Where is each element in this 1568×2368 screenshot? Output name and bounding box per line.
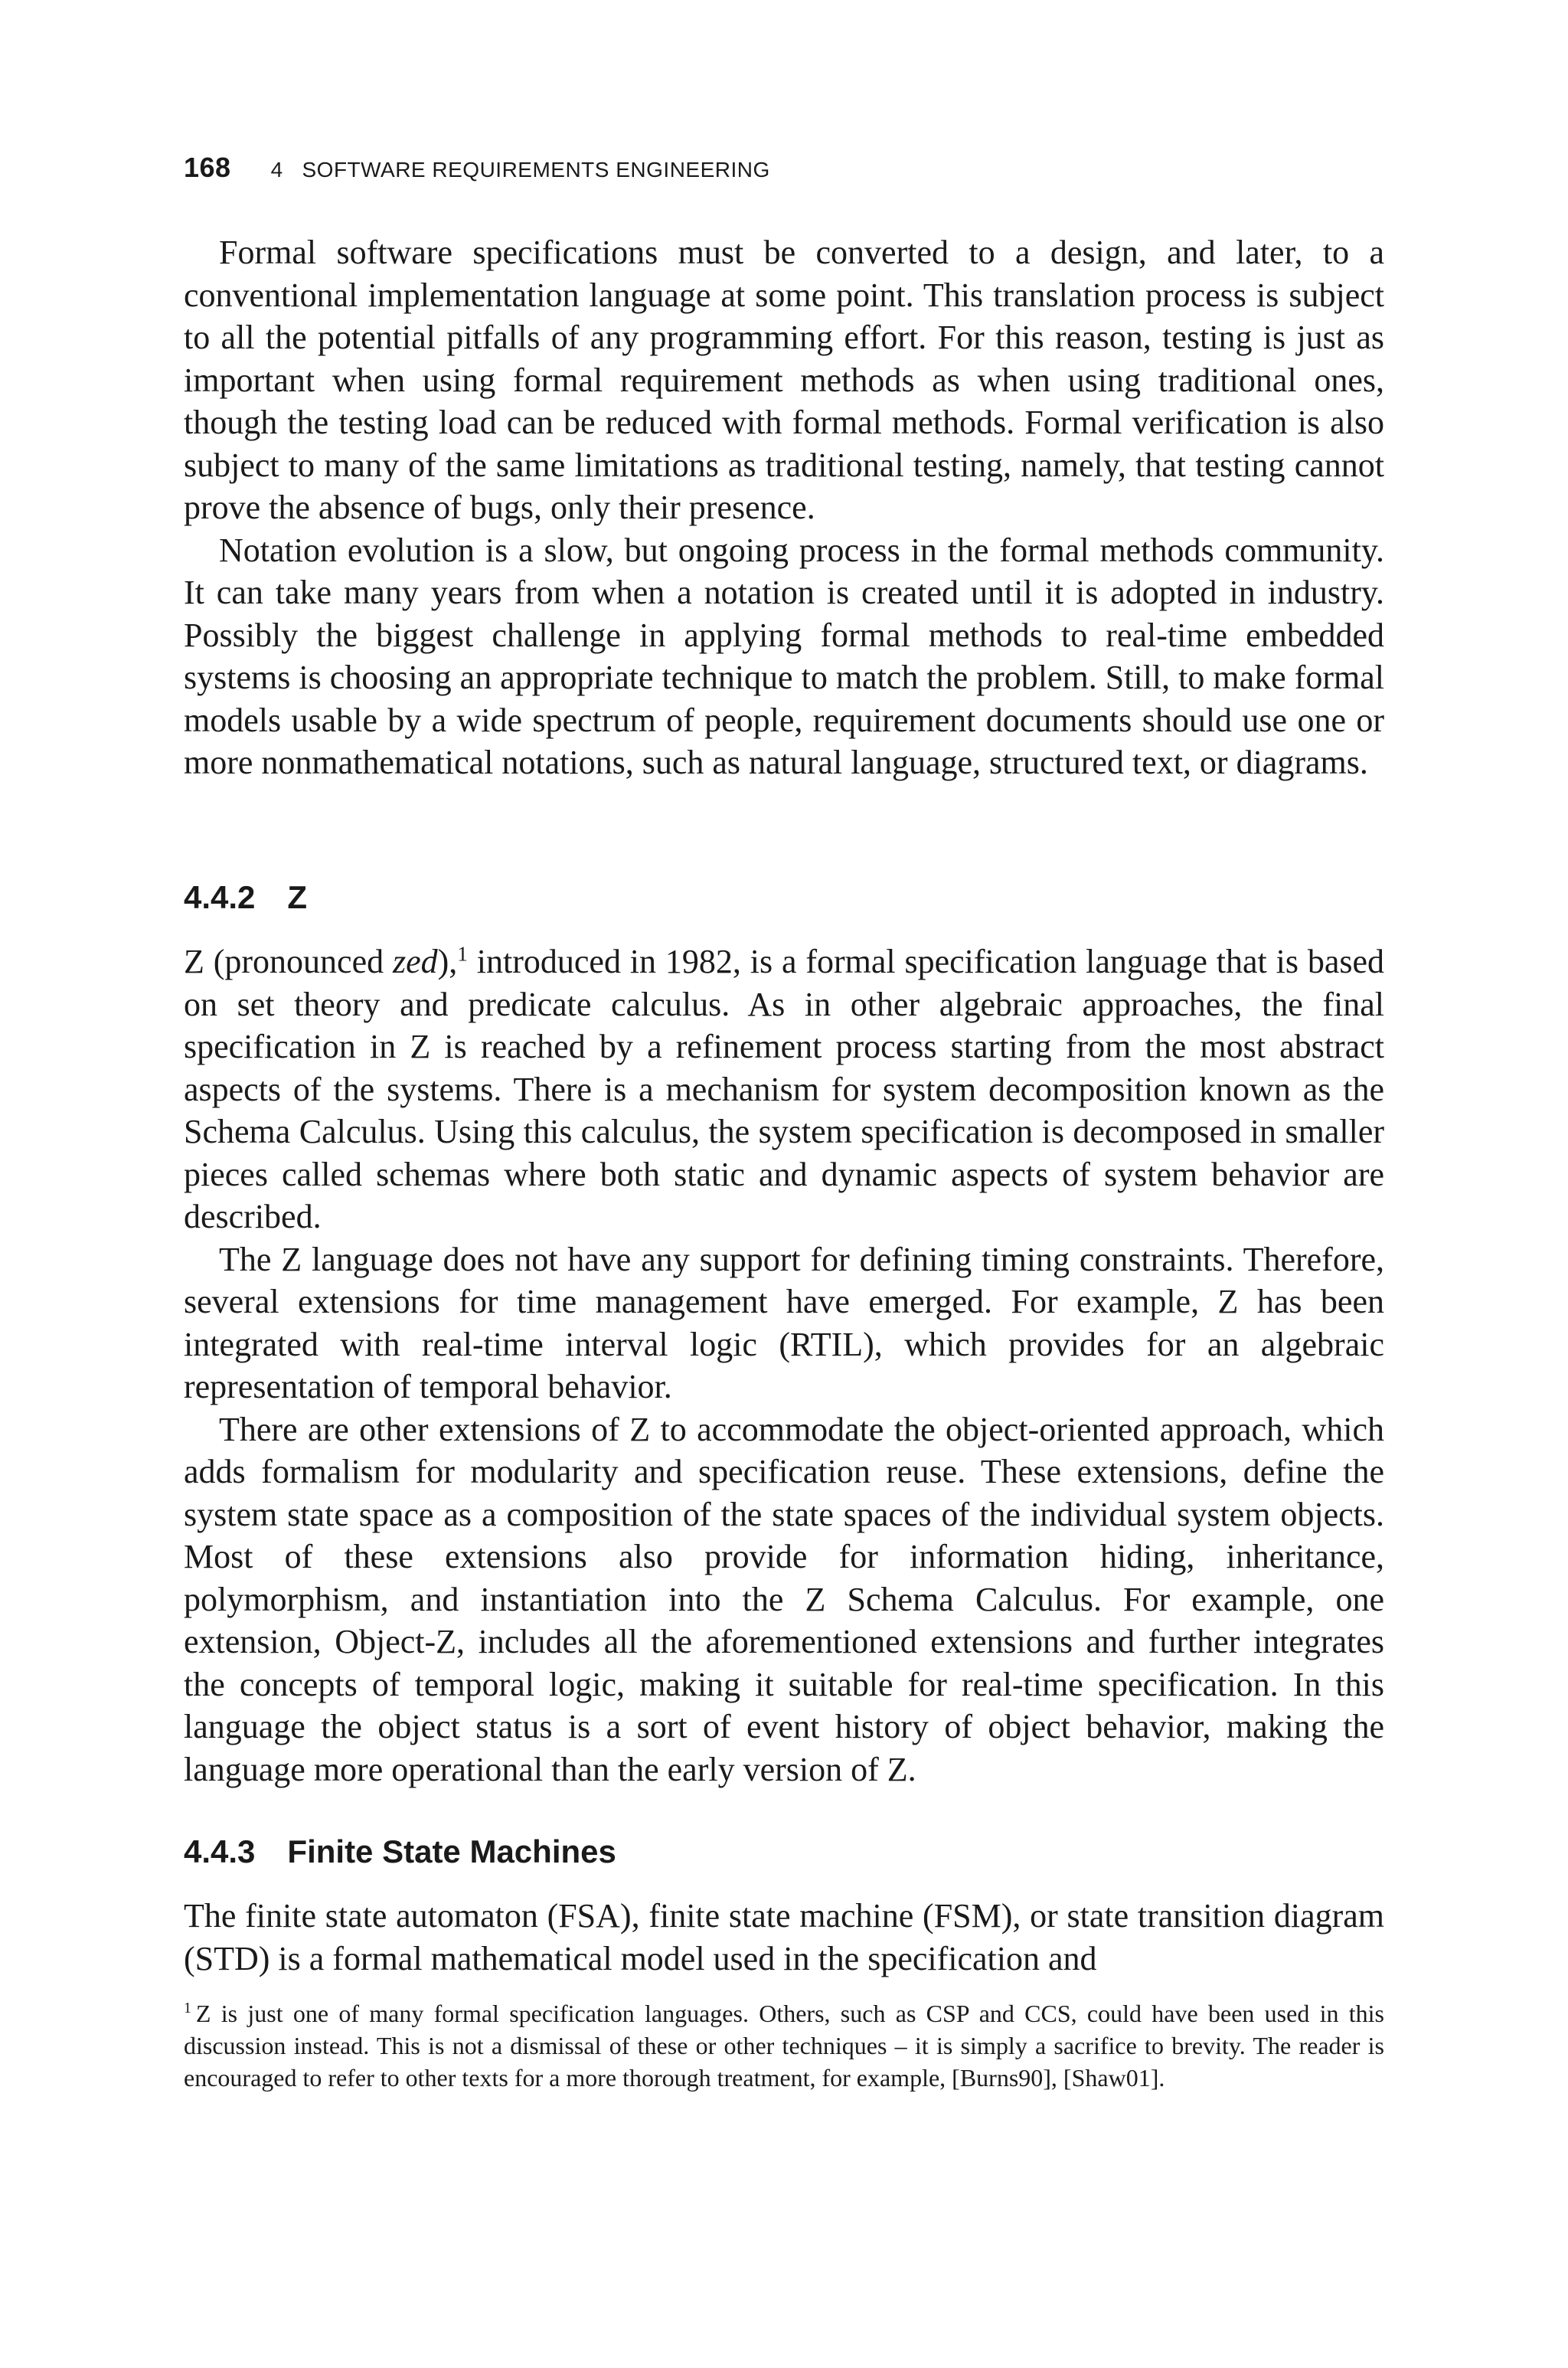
paragraph: There are other extensions of Z to accommodate the object-oriented approach, which adds formalism for modularity and specification reuse. These extensions, define the system state space as a composition of the state spaces of the individual system objects. Most of these extensions also provide for information hiding, inheritance, polymorphism, and instantiation into the Z Schema Calculus. For example, one extension, Object-Z, includes all the aforementioned extensions and further integrates the concepts of temporal logic, making it suitable for real-time specification. In this language the object status is a sort of event history of object behavior, making the language more operational than the early version of Z.	[184, 1410, 1384, 1788]
section-title: Z	[287, 879, 308, 915]
section-number: 4.4.3	[184, 1833, 256, 1869]
section-title: Finite State Machines	[287, 1833, 616, 1869]
section-z-text	[184, 940, 1384, 1791]
chapter-title: 4 SOFTWARE REQUIREMENTS ENGINEERING	[270, 158, 770, 182]
section-heading-fsm	[184, 1833, 616, 1870]
section-fsm-text	[184, 1895, 1384, 1980]
paragraph: Z (pronounced zed),$^1$ introduced in 1982, is a formal specification language that is based on set theory and predicate calculus. As in other algebraic approaches, the final specification in Z is reached by a refinement process starting from the most abstract aspects of the systems. There is a mechanism for system decomposition known as the Schema Calculus. Using this calculus, the system specification is decomposed in smaller pieces called schemas where both static and dynamic aspects of system behavior are described.	[184, 942, 1385, 1235]
running-head	[184, 152, 770, 184]
footnote-ref: 1	[457, 942, 468, 966]
footnote-text: Z is just one of many formal specification languages. Others, such as CSP and CCS, could have been used in this discussion instead. This is not a dismissal of these or other techniques – it is simply a sacrifice to brevity. The reader is encouraged to refer to other texts for a more thorough treatment, for example, [Burns90], [Shaw01].	[184, 2000, 1384, 2092]
paragraph: The Z language does not have any support for defining timing constraints. Therefore, several extensions for time management have emerged. For example, Z has been integrated with real-time interval logic (RTIL), which provides for an algebraic representation of temporal behavior.	[184, 1240, 1384, 1405]
paragraph: The finite state automaton (FSA), finite state machine (FSM), or state transition diagram (STD) is a formal mathematical model used in the specification and	[184, 1897, 1384, 1977]
paragraph: Formal software specifications must be converted to a design, and later, to a conventional implementation language at some point. This translation process is subject to all the potential pitfalls of any programming effort. For this reason, testing is just as important when using formal requirement methods as when using traditional ones, though the testing load can be reduced with formal methods. Formal verification is also subject to many of the same limitations as traditional testing, namely, that testing cannot prove the absence of bugs, only their presence.	[184, 234, 1384, 526]
paragraph: Notation evolution is a slow, but ongoing process in the formal methods community. It can take many years from when a notation is created until it is adopted in industry. Possibly the biggest challenge in applying formal methods to real-time embedded systems is choosing an appropriate technique to match the problem. Still, to make formal models usable by a wide spectrum of people, requirement documents should use one or more nonmathematical notations, such as natural language, structured text, or diagrams.	[184, 531, 1384, 781]
footnote-mark: 1	[184, 2000, 191, 2017]
section-heading-z	[184, 879, 307, 916]
pronunciation: zed	[392, 943, 438, 980]
footnote	[184, 1997, 1384, 2094]
intro-text	[184, 231, 1384, 784]
section-number: 4.4.2	[184, 879, 256, 915]
page-number: 168	[184, 152, 231, 183]
